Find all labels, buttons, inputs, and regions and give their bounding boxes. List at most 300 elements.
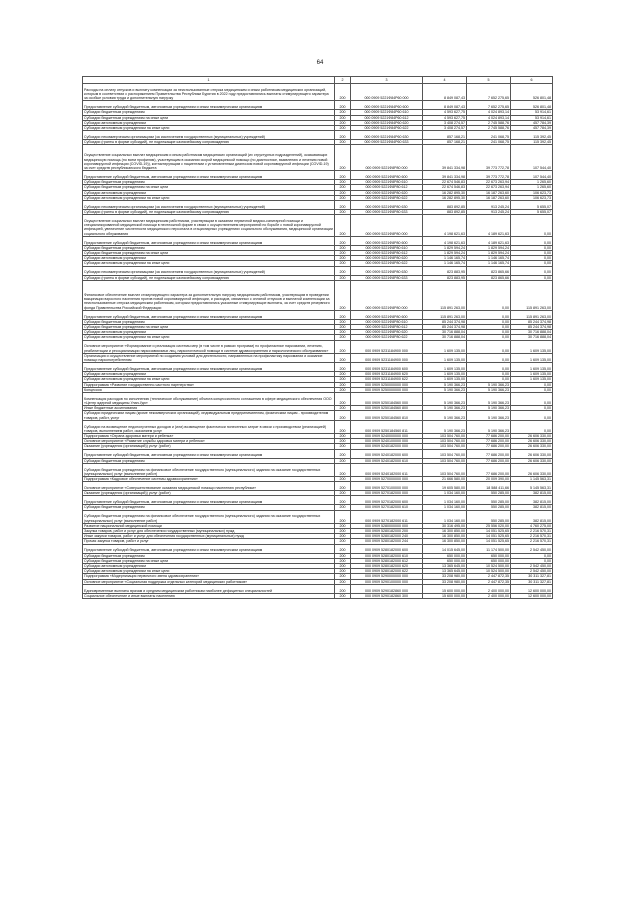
row-unexecuted-amount: 526 801,48: [511, 84, 553, 101]
row-description: Субсидии автономным учреждениям на иные цели: [83, 261, 335, 266]
row-unexecuted-amount: 382 815,00: [511, 496, 553, 505]
row-description: Иные закупки товаров, работ и услуг для обеспечения государственных (муниципальных) нужд: [83, 534, 335, 539]
row-budget-code: 000 0909 5221Ф8Р80 610: [351, 180, 423, 185]
row-line-code: 200: [335, 185, 351, 190]
row-line-code: 200: [335, 275, 351, 280]
row-description: Основное мероприятие «Совершенствование оказания медицинской помощи населению республики»: [83, 482, 335, 491]
row-line-code: 200: [335, 180, 351, 185]
row-approved-amount: 33 208 980,00: [423, 574, 467, 579]
row-line-code: 200: [335, 251, 351, 256]
row-approved-amount: 16 282 895,30: [423, 195, 467, 200]
row-unexecuted-amount: 115 392,45: [511, 131, 553, 140]
row-approved-amount: 5 190 366,23: [423, 382, 467, 387]
row-line-code: 200: [335, 420, 351, 433]
row-budget-code: 000 0909 5280182000 240: [351, 534, 423, 539]
row-description: Социальное обеспечение и иные выплаты населению: [83, 593, 335, 598]
row-approved-amount: 21 666 580,00: [423, 477, 467, 482]
row-approved-amount: 883 892,85: [423, 201, 467, 210]
row-approved-amount: 30 716 888,04: [423, 330, 467, 335]
row-executed-amount: 14 051 525,65: [467, 529, 511, 534]
row-line-code: 200: [335, 458, 351, 463]
row-budget-code: 000 0909 5221Ф8Р80 612: [351, 251, 423, 256]
row-budget-code: 000 0909 5221Ф8Р80 600: [351, 310, 423, 319]
row-executed-amount: 5 190 366,23: [467, 420, 511, 433]
row-unexecuted-amount: 0,00: [511, 387, 553, 392]
row-approved-amount: 1 609 135,00: [423, 340, 467, 353]
row-executed-amount: 0,00: [467, 372, 511, 377]
column-header: 1: [83, 77, 335, 84]
row-line-code: 200: [335, 280, 351, 310]
row-approved-amount: 39 841 334,98: [423, 145, 467, 171]
row-unexecuted-amount: 382 815,00: [511, 505, 553, 510]
table-row: [83, 482, 553, 491]
row-approved-amount: 85 244 374,98: [423, 319, 467, 324]
row-executed-amount: 16 187 263,60: [467, 195, 511, 200]
row-executed-amount: 18 588 411,66: [467, 482, 511, 491]
row-description: Субсидии бюджетным учреждениям: [83, 180, 335, 185]
row-line-code: 200: [335, 335, 351, 340]
row-approved-amount: 13 365 645,00: [423, 564, 467, 569]
row-executed-amount: 550 285,00: [467, 505, 511, 510]
row-line-code: 200: [335, 553, 351, 558]
row-line-code: 200: [335, 584, 351, 593]
row-approved-amount: 3 408 274,57: [423, 120, 467, 125]
row-budget-code: 000 0909 5221Ф84Р60 633: [351, 140, 423, 145]
row-executed-amount: 241 068,75: [467, 140, 511, 145]
row-approved-amount: 4 593 627,75: [423, 110, 467, 115]
row-approved-amount: 5 190 366,23: [423, 387, 467, 392]
row-unexecuted-amount: 382 815,00: [511, 510, 553, 523]
row-approved-amount: 4 198 621,63: [423, 215, 467, 237]
row-executed-amount: 0,00: [467, 330, 511, 335]
row-approved-amount: 1 146 165,74: [423, 261, 467, 266]
row-executed-amount: 241 068,75: [467, 131, 511, 140]
row-budget-code: 000 0909 5250184560 810: [351, 411, 423, 420]
row-executed-amount: 77 686 200,00: [467, 434, 511, 439]
table-row: [83, 411, 553, 420]
row-description: Предоставление субсидий бюджетным, автономным учреждениям и иным некоммерческим организациям: [83, 363, 335, 372]
row-executed-amount: 7 652 275,65: [467, 101, 511, 110]
row-approved-amount: 33 208 980,00: [423, 579, 467, 584]
row-description: Предоставление субсидий бюджетным, автономным учреждениям и иным некоммерческим организациям: [83, 101, 335, 110]
row-line-code: 200: [335, 539, 351, 544]
row-description: Концессия: [83, 387, 335, 392]
row-executed-amount: 0,00: [467, 363, 511, 372]
row-line-code: 200: [335, 558, 351, 563]
row-unexecuted-amount: 115 891 263,00: [511, 310, 553, 319]
row-line-code: 200: [335, 510, 351, 523]
row-unexecuted-amount: 107 544,40: [511, 145, 553, 171]
row-unexecuted-amount: 0,00: [511, 558, 553, 563]
row-line-code: 200: [335, 110, 351, 115]
row-description: Субсидии автономным учреждениям: [83, 120, 335, 125]
row-budget-code: 000 0909 5221Ф8Р80 000: [351, 215, 423, 237]
row-description: Предоставление субсидий бюджетным, автономным учреждениям и иным некоммерческим организациям: [83, 449, 335, 458]
row-executed-amount: 550 285,00: [467, 491, 511, 496]
row-description: Субсидии автономным учреждениям на иные цели: [83, 126, 335, 131]
row-line-code: 200: [335, 84, 351, 101]
table-row: [83, 340, 553, 353]
row-line-code: 200: [335, 319, 351, 324]
row-budget-code: 000 0909 5250184560 811: [351, 420, 423, 433]
row-unexecuted-amount: 2 542 450,00: [511, 569, 553, 574]
row-executed-amount: 10 524 500,00: [467, 569, 511, 574]
row-approved-amount: 19 605 580,00: [423, 482, 467, 491]
row-executed-amount: 11 174 500,00: [467, 544, 511, 553]
row-approved-amount: 1 609 135,00: [423, 363, 467, 372]
row-budget-code: 000 0909 5231184900 600: [351, 363, 423, 372]
row-description: Расходы на оплату отпусков и выплату компенсации за неиспользованные отпуска медицинским и иным работникам медицинских организаций, которым в соответствии с распоряжением Правительства Республики Бурятия в 2022 году предоставлялись выплаты стимулирующего характера за особые условия труда и дополнительную нагрузку: [83, 84, 335, 101]
row-budget-code: 000 0909 5221Ф8Р80 630: [351, 201, 423, 210]
row-description: Субсидии некоммерческим организациям (за исключением государственных (муниципальных) учреждений): [83, 131, 335, 140]
row-approved-amount: 1 829 594,24: [423, 245, 467, 250]
row-executed-amount: 0,00: [467, 335, 511, 340]
row-approved-amount: 22 674 546,83: [423, 185, 467, 190]
row-line-code: 200: [335, 463, 351, 476]
row-executed-amount: 550 285,00: [467, 510, 511, 523]
row-description: Предоставление субсидий бюджетным, автономным учреждениям и иным некоммерческим организациям: [83, 171, 335, 180]
row-description: Субсидии автономным учреждениям: [83, 564, 335, 569]
row-approved-amount: 883 892,85: [423, 210, 467, 215]
row-unexecuted-amount: 115 891 263,00: [511, 280, 553, 310]
row-line-code: 200: [335, 372, 351, 377]
row-description: Субсидии бюджетным учреждениям на иные цели: [83, 185, 335, 190]
row-unexecuted-amount: 0,00: [511, 382, 553, 387]
row-line-code: 200: [335, 201, 351, 210]
row-budget-code: 000 0909 5221Ф8Р80 633: [351, 210, 423, 215]
row-description: Субсидии юридическим лицам (кроме некоммерческих организаций), индивидуальным предпринимателям, физическим лицам - производителям товаров, работ, услуг: [83, 411, 335, 420]
table-row: [83, 266, 553, 275]
row-budget-code: 000 0909 5221Ф84Р60 630: [351, 131, 423, 140]
row-budget-code: 000 0909 5270100000 000: [351, 482, 423, 491]
row-executed-amount: 77 686 200,00: [467, 458, 511, 463]
row-unexecuted-amount: 26 606 330,00: [511, 434, 553, 439]
row-line-code: 200: [335, 256, 351, 261]
row-line-code: 200: [335, 190, 351, 195]
row-description: Субсидии бюджетным учреждениям на иные цели: [83, 251, 335, 256]
row-approved-amount: 103 504 760,00: [423, 434, 467, 439]
row-unexecuted-amount: 85 244 374,98: [511, 325, 553, 330]
row-unexecuted-amount: 26 606 330,00: [511, 449, 553, 458]
row-budget-code: 000 0909 5290100000 000: [351, 579, 423, 584]
row-approved-amount: 22 674 546,83: [423, 180, 467, 185]
row-description: Субсидии бюджетным учреждениям на иные цели: [83, 325, 335, 330]
row-unexecuted-amount: 0,00: [511, 251, 553, 256]
column-header: 6: [511, 77, 553, 84]
row-approved-amount: 1 609 135,00: [423, 372, 467, 377]
row-description: Субсидии бюджетным учреждениям на финансовое обеспечение государственного (муниципального) задания на оказание государственных (муниципальных) услуг (выполнение работ): [83, 510, 335, 523]
table-row: [83, 420, 553, 433]
row-executed-amount: 0,00: [467, 310, 511, 319]
row-budget-code: 000 0909 5270182000 611: [351, 510, 423, 523]
row-budget-code: 000 0909 5240182000 611: [351, 463, 423, 476]
column-header: 2: [335, 77, 351, 84]
row-approved-amount: 30 716 888,04: [423, 335, 467, 340]
row-executed-amount: 77 686 200,00: [467, 449, 511, 458]
table-row: [83, 496, 553, 505]
row-line-code: 200: [335, 564, 351, 569]
row-description: Прочая закупка товаров, работ и услуг: [83, 539, 335, 544]
row-unexecuted-amount: 26 606 330,00: [511, 444, 553, 449]
table-row: [83, 449, 553, 458]
row-budget-code: 000 0909 5240100000 000: [351, 439, 423, 444]
row-unexecuted-amount: 526 801,48: [511, 101, 553, 110]
row-description: Развитие национальной медицинской помощи: [83, 523, 335, 528]
row-executed-amount: 5 190 366,23: [467, 382, 511, 387]
row-description: Субсидии некоммерческим организациям (за исключением государственных (муниципальных) учреждений): [83, 266, 335, 275]
row-description: Субсидии бюджетным учреждениям: [83, 319, 335, 324]
row-line-code: 200: [335, 393, 351, 406]
row-approved-amount: 103 504 760,00: [423, 444, 467, 449]
row-unexecuted-amount: 12 600 000,00: [511, 584, 553, 593]
row-budget-code: 000 0909 5280182000 612: [351, 558, 423, 563]
row-unexecuted-amount: 1 609 135,00: [511, 377, 553, 382]
row-approved-amount: 16 300 850,00: [423, 539, 467, 544]
table-row: [83, 145, 553, 171]
row-description: Осуществление социальных выплат медицинским работникам, участвующим в оказании первичной медико-санитарной помощи и специализированной медицинской помощи в неотложной форме в связи с осуществлением мероприятий по борьбе с новой коронавирусной инфекцией, увеличение численности медицинского персонала в стационарных учреждениях социального обслуживания, медицинской организации социального облуживания: [83, 215, 335, 237]
row-approved-amount: 650 000,00: [423, 558, 467, 563]
row-line-code: 200: [335, 101, 351, 110]
row-unexecuted-amount: 457 784,39: [511, 120, 553, 125]
row-unexecuted-amount: 2 542 450,00: [511, 544, 553, 553]
row-budget-code: 000 0909 5280182000 244: [351, 539, 423, 544]
row-description: Субсидии на возмещение недополученных доходов и (или) возмещение фактически понесенных затрат в связи с производством (реализацией) товаров, выполнением работ, оказанием услуг: [83, 420, 335, 433]
row-description: Компенсация расходов по исполнению (техническое обслуживание) объекта концессионного соглашения в сфере медицинского обеспечения ООО «Центр ядерной медицины Улан-Удэ»: [83, 393, 335, 406]
row-approved-amount: 115 891 263,00: [423, 310, 467, 319]
row-line-code: 200: [335, 140, 351, 145]
row-unexecuted-amount: 5 145 563,31: [511, 482, 553, 491]
row-budget-code: 000 0909 5270182000 000: [351, 491, 423, 496]
row-unexecuted-amount: 26 606 330,00: [511, 458, 553, 463]
row-executed-amount: 4 024 893,14: [467, 115, 511, 120]
row-unexecuted-amount: 2 542 450,00: [511, 564, 553, 569]
row-description: Субсидии бюджетным учреждениям: [83, 458, 335, 463]
row-line-code: 200: [335, 325, 351, 330]
row-unexecuted-amount: 1 609 135,00: [511, 363, 553, 372]
row-approved-amount: 30 316 495,00: [423, 523, 467, 528]
row-executed-amount: 0,00: [467, 340, 511, 353]
row-executed-amount: 650 000,00: [467, 558, 511, 563]
row-budget-code: 000 0909 5240182000 610: [351, 458, 423, 463]
row-description: Основное мероприятие «Формирование и реализация системы мер (в том числе в рамках программ) по профилактике наркомании, лечению, реабилитации и ресоциализации наркозависимых лиц, наркологической помощи в системе здравоохранения и наркологического обслуживания»: [83, 340, 335, 353]
row-line-code: 200: [335, 126, 351, 131]
row-line-code: 200: [335, 377, 351, 382]
row-budget-code: 000 0909 5221Ф8Р80 620: [351, 256, 423, 261]
row-budget-code: 000 0909 5270182000 610: [351, 505, 423, 510]
row-description: Осуществление социальных выплат медицинским и иным работникам медицинских организаций (их структурных подразделений), оказывающих медицинскую помощь (по всем профилям), участвующим в оказании скорой медицинской помощи (по диагностике, выявлению и лечению новой коронавирусной инфекции (COVID-19)), контактирующим с пациентами с установленным диагнозом новой коронавирусной инфекции (COVID-19) за счет средств республиканского бюджета: [83, 145, 335, 171]
row-unexecuted-amount: 5 655,07: [511, 201, 553, 210]
row-budget-code: 000 0909 5221Ф8Р80 612: [351, 325, 423, 330]
row-unexecuted-amount: 4 760 275,00: [511, 523, 553, 528]
row-line-code: 200: [335, 340, 351, 353]
table-row: [83, 201, 553, 210]
row-description: Организация и осуществление мероприятий по созданию условий для деятельности, направленных на профилактику наркомании и оказание помощи наркопотребителям: [83, 353, 335, 362]
row-approved-amount: 1 609 135,00: [423, 377, 467, 382]
row-unexecuted-amount: 0,00: [511, 275, 553, 280]
row-line-code: 200: [335, 353, 351, 362]
row-line-code: 200: [335, 449, 351, 458]
row-executed-amount: 0,00: [467, 353, 511, 362]
row-unexecuted-amount: 1 145 563,31: [511, 477, 553, 482]
row-description: Предоставление субсидий бюджетным, автономным учреждениям и иным некоммерческим организациям: [83, 544, 335, 553]
row-line-code: 200: [335, 171, 351, 180]
row-budget-code: 000 0909 5290182860 300: [351, 593, 423, 598]
row-budget-code: 000 0909 5250000000 000: [351, 387, 423, 392]
row-line-code: 200: [335, 236, 351, 245]
budget-execution-table: [82, 76, 553, 599]
row-line-code: 200: [335, 523, 351, 528]
row-description: Иные бюджетные ассигнования: [83, 406, 335, 411]
row-description: Основное мероприятие «Развитие службы здоровья матери и ребенка»: [83, 439, 335, 444]
row-line-code: 200: [335, 145, 351, 171]
row-budget-code: 000 0909 5250000000 000: [351, 382, 423, 387]
row-description: Субсидии автономным учреждениям: [83, 330, 335, 335]
row-unexecuted-amount: 0,00: [511, 245, 553, 250]
row-unexecuted-amount: 0,00: [511, 406, 553, 411]
row-description: Субсидии (гранты в форме субсидий), не подлежащие казначейскому сопровождению: [83, 275, 335, 280]
row-description: Субсидии (гранты в форме субсидий), не подлежащие казначейскому сопровождению: [83, 140, 335, 145]
row-unexecuted-amount: 1 265,60: [511, 180, 553, 185]
row-approved-amount: 16 300 850,00: [423, 534, 467, 539]
row-approved-amount: 5 190 366,23: [423, 393, 467, 406]
row-budget-code: 000 0909 5221Ф8Р80 612: [351, 185, 423, 190]
row-description: Субсидии (гранты в форме субсидий), не подлежащие казначейскому сопровождению: [83, 210, 335, 215]
row-budget-code: 000 0909 5270000000 000: [351, 477, 423, 482]
row-description: Подпрограмма «Развитие государственно-частного партнерства»: [83, 382, 335, 387]
row-executed-amount: 2 447 872,35: [467, 574, 511, 579]
row-unexecuted-amount: 0,00: [511, 261, 553, 266]
row-approved-amount: 1 034 160,00: [423, 505, 467, 510]
row-description: Субсидии некоммерческим организациям (за исключением государственных (муниципальных) учреждений): [83, 201, 335, 210]
row-description: Подпрограмма «Кадровое обеспечение системы здравоохранения»: [83, 477, 335, 482]
row-line-code: 200: [335, 387, 351, 392]
row-budget-code: 000 0909 5270182000 600: [351, 496, 423, 505]
row-budget-code: 000 0909 5280182000 622: [351, 569, 423, 574]
row-executed-amount: 913 245,24: [467, 210, 511, 215]
table-row: [83, 101, 553, 110]
row-description: Субсидии автономным учреждениям: [83, 372, 335, 377]
row-line-code: 200: [335, 482, 351, 491]
table-row: [83, 171, 553, 180]
row-executed-amount: 22 673 263,94: [467, 180, 511, 185]
row-executed-amount: 7 652 275,65: [467, 84, 511, 101]
row-executed-amount: 2 400 000,00: [467, 593, 511, 598]
row-budget-code: 000 0909 5221Ф84Р60 622: [351, 126, 423, 131]
row-approved-amount: 103 504 760,00: [423, 458, 467, 463]
row-unexecuted-amount: 53 914,61: [511, 115, 553, 120]
table-row: [83, 215, 553, 237]
row-executed-amount: 2 447 872,35: [467, 579, 511, 584]
row-description: Субсидии автономным учреждениям: [83, 256, 335, 261]
row-line-code: 200: [335, 131, 351, 140]
row-approved-amount: 4 198 621,63: [423, 236, 467, 245]
row-approved-amount: 15 600 000,00: [423, 584, 467, 593]
row-unexecuted-amount: 26 606 330,00: [511, 463, 553, 476]
row-executed-amount: 39 773 772,78: [467, 171, 511, 180]
row-executed-amount: 16 187 263,60: [467, 190, 511, 195]
row-approved-amount: 5 190 366,23: [423, 406, 467, 411]
row-budget-code: 000 0909 5221Ф84Р60 620: [351, 120, 423, 125]
row-budget-code: 000 0909 5221Ф84Р60 612: [351, 115, 423, 120]
row-executed-amount: 20 009 390,00: [467, 477, 511, 482]
row-approved-amount: 103 504 760,00: [423, 463, 467, 476]
row-unexecuted-amount: 0,00: [511, 553, 553, 558]
row-budget-code: 000 0909 5221Ф8Р80 622: [351, 195, 423, 200]
row-approved-amount: 4 593 627,75: [423, 115, 467, 120]
row-budget-code: 000 0909 5221Ф8Р80 610: [351, 245, 423, 250]
row-line-code: 200: [335, 310, 351, 319]
table-row: [83, 84, 553, 101]
row-budget-code: 000 0909 5231184900 622: [351, 377, 423, 382]
row-budget-code: 000 0909 5280182000 620: [351, 564, 423, 569]
row-line-code: 200: [335, 593, 351, 598]
row-description: Единовременные выплаты врачам и средним медицинским работникам наиболее дефицитных специальностей: [83, 584, 335, 593]
row-budget-code: 000 0909 5290000000 000: [351, 574, 423, 579]
row-approved-amount: 650 000,00: [423, 553, 467, 558]
row-unexecuted-amount: 382 815,00: [511, 491, 553, 496]
row-unexecuted-amount: 1 265,60: [511, 185, 553, 190]
row-line-code: 200: [335, 245, 351, 250]
column-header: 4: [423, 77, 467, 84]
row-approved-amount: 15 600 000,00: [423, 593, 467, 598]
row-unexecuted-amount: 0,00: [511, 236, 553, 245]
row-budget-code: 000 0909 5221Ф8Р80 620: [351, 190, 423, 195]
row-unexecuted-amount: 30 311 327,81: [511, 574, 553, 579]
row-line-code: 200: [335, 215, 351, 237]
row-executed-amount: 0,00: [467, 377, 511, 382]
row-executed-amount: 2 745 588,76: [467, 120, 511, 125]
row-description: Субсидии бюджетным учреждениям на иные цели: [83, 115, 335, 120]
row-description: Оказание (учреждения (организаций)) услуг (работ): [83, 491, 335, 496]
row-description: Субсидии автономным учреждениям на иные цели: [83, 195, 335, 200]
row-executed-amount: 913 245,24: [467, 201, 511, 210]
table-row: [83, 236, 553, 245]
row-budget-code: 000 0909 5290182860 000: [351, 584, 423, 593]
row-budget-code: 000 0909 5221Ф8Р80 622: [351, 335, 423, 340]
row-budget-code: 000 0909 5231184900 000: [351, 340, 423, 353]
row-executed-amount: 10 524 500,00: [467, 564, 511, 569]
row-line-code: 200: [335, 579, 351, 584]
table-row: [83, 463, 553, 476]
row-budget-code: 000 0909 5221Ф84Р60 610: [351, 110, 423, 115]
row-unexecuted-amount: 106 623,73: [511, 190, 553, 195]
row-unexecuted-amount: 0,00: [511, 411, 553, 420]
row-executed-amount: 0,00: [467, 319, 511, 324]
row-description: Оказание (учреждения (организаций)) услуг (работ): [83, 444, 335, 449]
row-line-code: 200: [335, 444, 351, 449]
row-approved-amount: 857 168,21: [423, 140, 467, 145]
row-unexecuted-amount: 85 244 374,98: [511, 319, 553, 324]
row-approved-amount: 13 365 645,00: [423, 569, 467, 574]
row-approved-amount: 85 244 374,98: [423, 325, 467, 330]
row-description: Субсидии автономным учреждениям на иные цели: [83, 335, 335, 340]
row-line-code: 200: [335, 210, 351, 215]
row-unexecuted-amount: 2 216 570,31: [511, 529, 553, 534]
row-line-code: 200: [335, 120, 351, 125]
row-line-code: 200: [335, 411, 351, 420]
row-description: Субсидии автономным учреждениям на иные цели: [83, 377, 335, 382]
row-unexecuted-amount: 2 216 570,31: [511, 539, 553, 544]
row-line-code: 200: [335, 534, 351, 539]
row-approved-amount: 103 504 760,00: [423, 449, 467, 458]
row-budget-code: 000 0909 5280182000 600: [351, 544, 423, 553]
table-row: [83, 363, 553, 372]
row-description: Субсидии бюджетным учреждениям на финансовое обеспечение государственного (муниципального) задания на оказание государственных (муниципальных) услуг (выполнение работ): [83, 463, 335, 476]
row-executed-amount: 39 773 772,78: [467, 145, 511, 171]
row-line-code: 200: [335, 491, 351, 496]
row-line-code: 200: [335, 266, 351, 275]
row-description: Субсидии бюджетным учреждениям на иные цели: [83, 558, 335, 563]
